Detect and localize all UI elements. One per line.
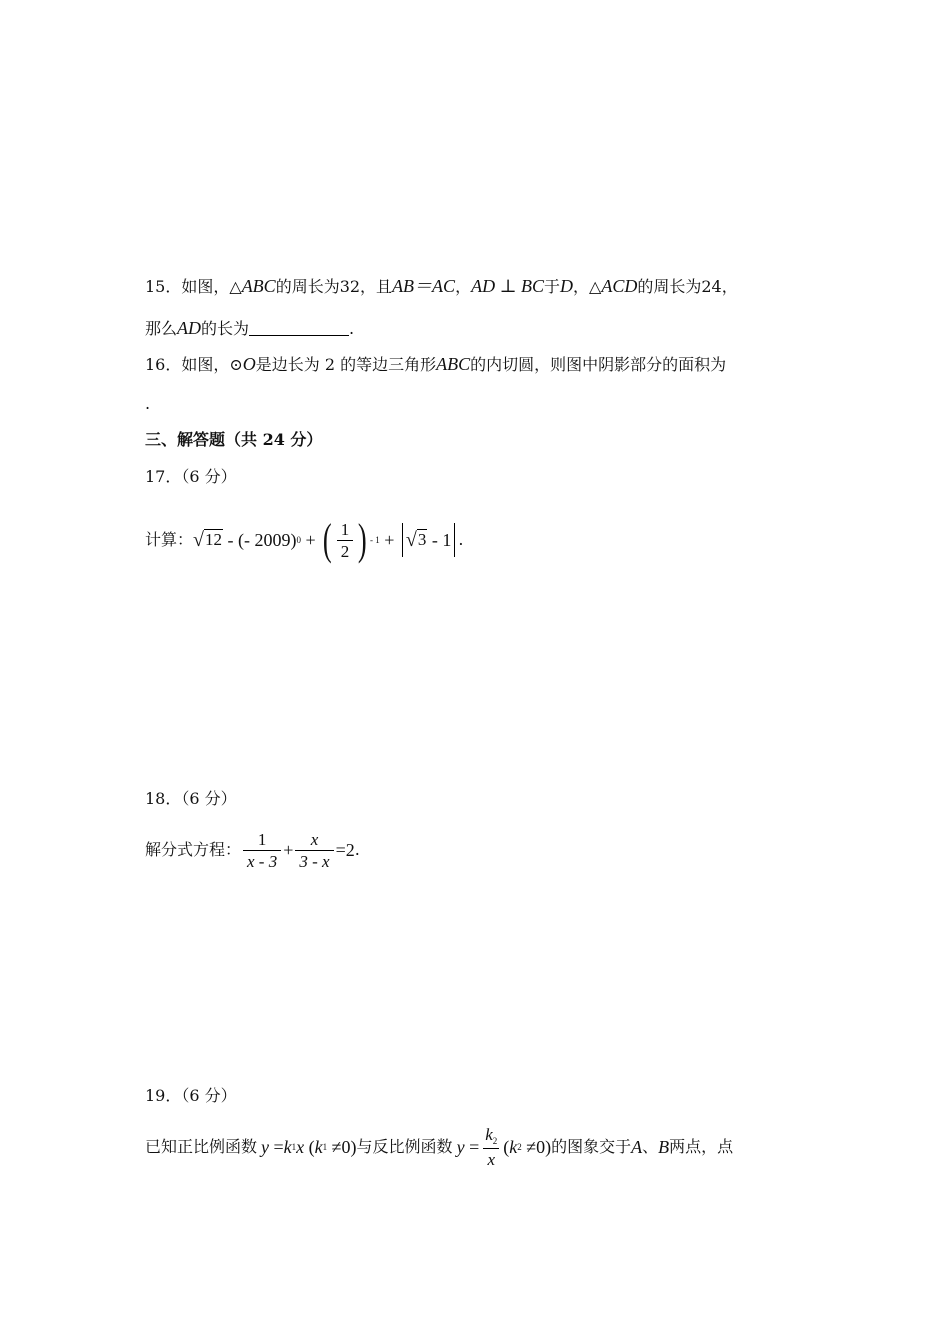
- q18-eq: =2: [335, 840, 355, 860]
- q19-cond1-close: ≠0): [327, 1137, 357, 1157]
- q19-sub1: 1: [291, 1141, 297, 1152]
- circle-dot-symbol: ⊙: [229, 355, 243, 374]
- q19-k1b: k: [314, 1137, 323, 1157]
- abs-bar-right: [454, 523, 455, 557]
- q15-text2: 于: [544, 277, 561, 296]
- q19-header: 19．（6 分）: [145, 1086, 237, 1105]
- q19-text2: 与反比例函数: [356, 1137, 453, 1156]
- q16-o: O: [242, 354, 256, 374]
- triangle-symbol: △: [229, 277, 242, 296]
- fraction-k2-over-x: $\frac{k_2}{x}$: [485, 1125, 498, 1169]
- q18-label: 解分式方程：: [145, 840, 242, 859]
- answer-blank: [249, 319, 349, 336]
- q18-equation: [145, 825, 360, 875]
- q15-line2-end: .: [349, 319, 355, 338]
- q19-cond2-close: ≠0): [521, 1137, 552, 1157]
- q19-text3: 的图象交于: [551, 1137, 632, 1156]
- sqrt-12: √ 12: [193, 529, 222, 551]
- q19-eq2: =: [464, 1137, 480, 1157]
- fraction-x-over-3-minus-x: $\frac{x}{3 - x}$: [295, 831, 333, 870]
- q16-abc: ABC: [436, 354, 471, 374]
- q17-header: 17．（6 分）: [145, 467, 237, 486]
- q15-number: 15．如图，: [145, 277, 230, 296]
- q17-plus1: +: [300, 530, 321, 550]
- q16-number: 16．如图，: [145, 355, 230, 374]
- fraction-one-half: $\frac{1}{2}$: [337, 521, 354, 560]
- q15-d: D: [560, 276, 574, 296]
- q19-text4: 、: [642, 1137, 659, 1156]
- q19-sub1b: 1: [322, 1141, 328, 1152]
- q19-statement: [145, 1122, 733, 1172]
- q15-line2-a: 那么: [145, 319, 178, 338]
- q15-line2-b: 的长为: [201, 319, 250, 338]
- q19-eq1: =: [269, 1137, 284, 1157]
- q19-text1: 已知正比例函数: [145, 1137, 258, 1156]
- q18-end: .: [354, 840, 360, 859]
- q17-expression: [145, 512, 463, 568]
- q15-ad-perp-bc: AD ⊥ BC: [471, 276, 545, 296]
- q19-y1: y: [261, 1137, 270, 1157]
- q15-ab-eq-ac: AB＝AC: [392, 276, 456, 296]
- q16-text2: 的内切圆，则图中阴影部分的面积为: [470, 355, 727, 374]
- q19-b: B: [658, 1137, 670, 1157]
- fraction-1-over-x-minus-3: $\frac{1}{x - 3}$: [243, 831, 281, 870]
- q17-left-paren: (: [323, 515, 332, 564]
- q17-right-paren: ): [358, 515, 368, 564]
- q15-acd: ACD: [601, 276, 638, 296]
- q15-abc: ABC: [241, 276, 276, 296]
- q19-x1: x: [296, 1137, 305, 1157]
- sqrt-3: √ 3: [405, 529, 427, 551]
- abs-bar-left: [402, 523, 403, 557]
- q19-cond1-open: (: [304, 1137, 315, 1157]
- q19-cond2-open: (: [503, 1137, 510, 1157]
- triangle-symbol-2: △: [589, 277, 602, 296]
- q19-a: A: [631, 1137, 643, 1157]
- q19-k2b: k: [509, 1137, 518, 1157]
- q15-text3: ，: [573, 277, 590, 296]
- q17-minus-one: - 1: [427, 530, 452, 550]
- q17-plus2: +: [379, 530, 399, 550]
- q17-minus: -: [223, 530, 238, 550]
- q19-y2: y: [456, 1137, 465, 1157]
- q19-text5: 两点，点: [669, 1137, 734, 1156]
- q19-sub2b: 2: [517, 1141, 522, 1152]
- q15-line2: [145, 319, 354, 337]
- q16-line1: [145, 355, 726, 373]
- q17-paren-2009: (- 2009): [238, 530, 297, 550]
- q15-ad: AD: [177, 318, 202, 338]
- q17-label: 计算：: [145, 530, 194, 549]
- q18-header: 18．（6 分）: [145, 789, 237, 808]
- q17-exp-neg1: - 1: [369, 534, 380, 545]
- q15-sep: ，: [455, 277, 472, 296]
- q15-text4: 的周长为24，: [637, 277, 738, 296]
- q15-text1: 的周长为32，且: [275, 277, 393, 296]
- q16-dot: .: [145, 394, 151, 413]
- q16-text1: 是边长为 2 的等边三角形: [255, 355, 437, 374]
- q17-end: .: [458, 530, 464, 549]
- q18-plus: +: [283, 840, 294, 860]
- q17-exp0: 0: [296, 534, 301, 545]
- q15-line1: [145, 277, 738, 295]
- section-heading: 三、解答题（共 24 分）: [145, 430, 323, 449]
- q16-line2: [145, 396, 150, 412]
- q19-k1: k: [283, 1137, 292, 1157]
